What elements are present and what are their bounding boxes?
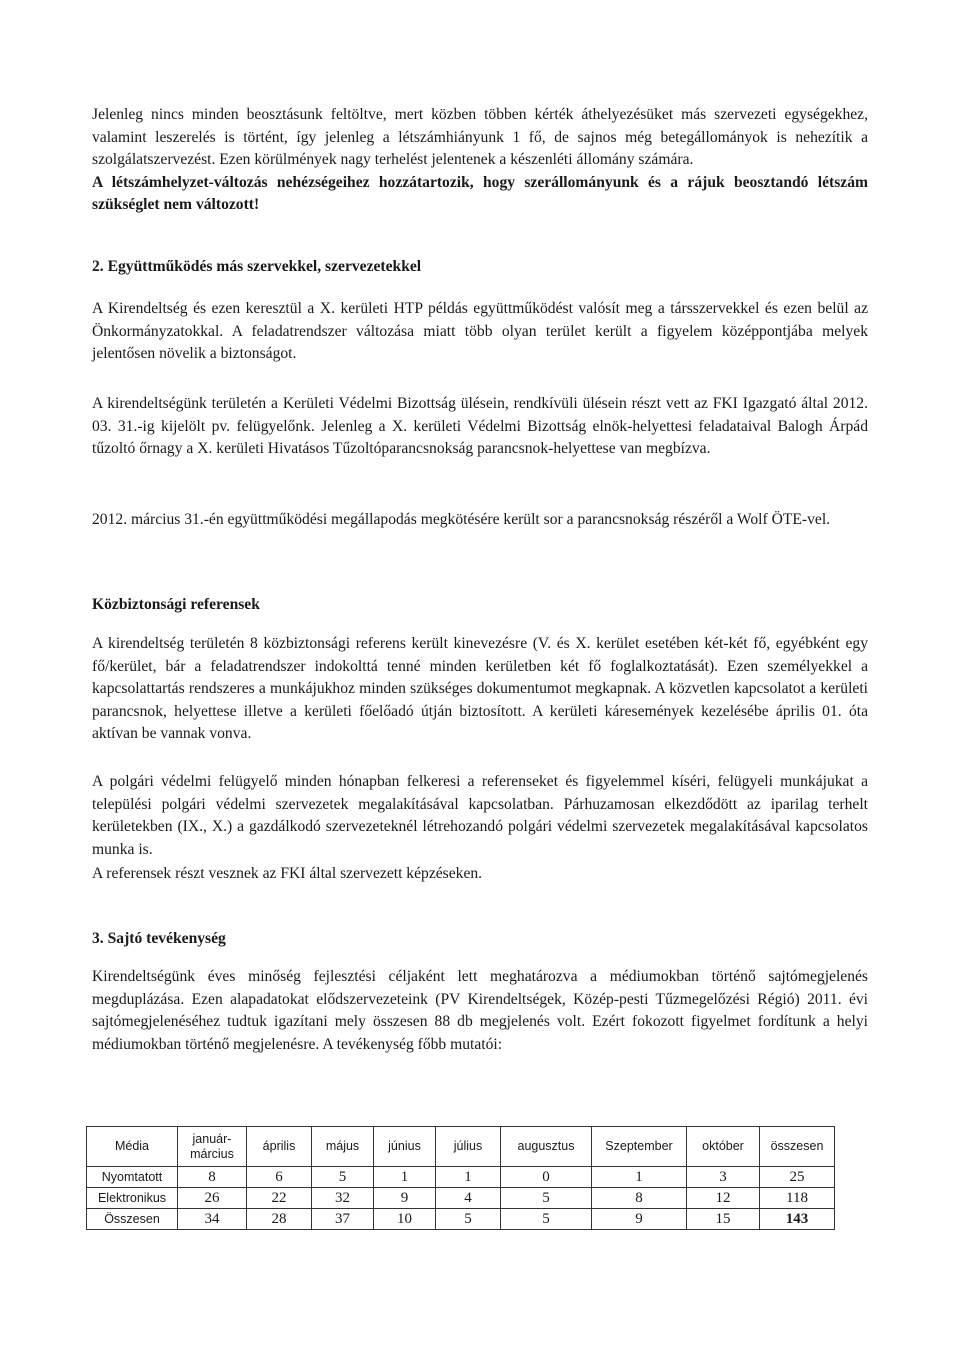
col-header-aug: augusztus <box>501 1127 592 1167</box>
table-cell: 26 <box>178 1188 247 1209</box>
table-row <box>87 1209 835 1230</box>
media-table <box>86 1126 835 1230</box>
referens-paragraph-2: A polgári védelmi felügyelő minden hónapban felkeresi a referenseket és figyelemmel kíséri, felügyeli munkájukat a települési polgári védelmi szervezetek megalakításával kapcsolatban. Párhuzamosan elkezdődött az iparilag terhelt kerületekben (IX., X.) a gazdálkodó szervezeteknél létrehozandó polgári védelmi szervezetek megalakításával kapcsolatos munka is. <box>92 773 868 858</box>
table-cell: 34 <box>178 1209 247 1230</box>
cooperation-paragraph-2: A kirendeltségünk területén a Kerületi Védelmi Bizottság ülésein, rendkívüli ülésein részt vett az FKI Igazgató által 2012. 03. 31.-ig kijelölt pv. felügyelőnk. Jelenleg a X. kerületi Védelmi Bizottság elnök-helyettesi feladataival Balogh Árpád tűzoltó őrnagy a X. kerületi Hivatásos Tűzoltóparancsnokság parancsnok-helyettese van megbízva. <box>92 395 868 458</box>
table-cell: 1 <box>592 1167 687 1188</box>
table-cell: 25 <box>760 1167 835 1188</box>
table-row <box>87 1167 835 1188</box>
table-cell: 5 <box>436 1209 501 1230</box>
table-cell: 9 <box>592 1209 687 1230</box>
media-table-wrap <box>86 1126 835 1230</box>
table-cell: 5 <box>501 1188 592 1209</box>
grand-total-cell: 143 <box>760 1209 835 1230</box>
table-cell: 12 <box>687 1188 760 1209</box>
col-header-jul: július <box>436 1127 501 1167</box>
table-row <box>87 1188 835 1209</box>
row-label: Elektronikus <box>87 1188 178 1209</box>
row-label: Nyomtatott <box>87 1167 178 1188</box>
col-header-may: május <box>312 1127 374 1167</box>
table-cell: 1 <box>374 1167 436 1188</box>
cooperation-paragraph-3: 2012. március 31.-én együttműködési megállapodás megkötésére került sor a parancsnokság részéről a Wolf ÖTE-vel. <box>92 511 831 528</box>
table-cell: 10 <box>374 1209 436 1230</box>
staffing-paragraph <box>92 104 868 217</box>
col-header-jan-mar: január-március <box>178 1127 247 1167</box>
col-header-media: Média <box>87 1127 178 1167</box>
table-cell: 1 <box>436 1167 501 1188</box>
section-2-heading: 2. Együttműködés más szervekkel, szervezetekkel <box>92 258 422 275</box>
section-3-heading: 3. Sajtó tevékenység <box>92 930 226 947</box>
referens-paragraph-1: A kirendeltség területén 8 közbiztonsági referens került kinevezésre (V. és X. kerület esetében két-két fő, egyébként egy fő/kerület, bár a feladatrendszer indokolttá tenné minden kerületben két fő foglalkoztatását). Ezen személyekkel a kapcsolattartás rendszeres a munkájukhoz minden szükséges dokumentumot megkapnak. A közvetlen kapcsolatot a kerületi parancsnok, helyettese illetve a kerületi főelőadó útján biztosított. A kerületi káresemények kezelésébe április 01. óta aktívan be vannak vonva. <box>92 635 868 743</box>
table-cell: 3 <box>687 1167 760 1188</box>
table-cell: 0 <box>501 1167 592 1188</box>
staffing-bold-note: A létszámhelyzet-változás nehézségeihez hozzátartozik, hogy szerállományunk és a rájuk beosztandó létszám szükséglet nem változott! <box>92 173 868 214</box>
table-cell: 8 <box>178 1167 247 1188</box>
table-cell: 5 <box>312 1167 374 1188</box>
referens-paragraph-3: A referensek részt vesznek az FKI által szervezett képzéseken. <box>92 865 483 882</box>
staffing-text: Jelenleg nincs minden beosztásunk feltöltve, mert közben többen kérték áthelyezésüket más szervezeti egységekhez, valamint leszerelés is történt, így jelenleg a létszámhiányunk 1 fő, de sajnos még betegállományok is nehezítik a szolgálatszervezést. Ezen körülmények nagy terhelést jelentenek a készenléti állomány számára. <box>92 106 868 169</box>
col-header-apr: április <box>247 1127 312 1167</box>
table-header-row <box>87 1127 835 1167</box>
col-header-oct: október <box>687 1127 760 1167</box>
table-cell: 6 <box>247 1167 312 1188</box>
table-cell: 28 <box>247 1209 312 1230</box>
table-cell: 118 <box>760 1188 835 1209</box>
public-safety-heading: Közbiztonsági referensek <box>92 596 260 613</box>
table-cell: 9 <box>374 1188 436 1209</box>
table-cell: 8 <box>592 1188 687 1209</box>
col-header-sep: Szeptember <box>592 1127 687 1167</box>
col-header-total: összesen <box>760 1127 835 1167</box>
row-label: Összesen <box>87 1209 178 1230</box>
press-paragraph: Kirendeltségünk éves minőség fejlesztési céljaként lett meghatározva a médiumokban történő sajtómegjelenés megduplázása. Ezen alapadatokat elődszervezeteink (PV Kirendeltségek, Közép-pesti Tűzmegelőzési Régió) 2011. évi sajtómegjelenéséhez tudtuk igazítani mely összesen 88 db megjelenés volt. Ezért fokozott figyelmet fordítunk a helyi médiumokban történő megjelenésre. A tevékenység főbb mutatói: <box>92 968 868 1053</box>
table-cell: 37 <box>312 1209 374 1230</box>
table-cell: 22 <box>247 1188 312 1209</box>
col-header-jun: június <box>374 1127 436 1167</box>
cooperation-paragraph-1: A Kirendeltség és ezen keresztül a X. kerületi HTP példás együttműködést valósít meg a társszervekkel és ezen belül az Önkormányzatokkal. A feladatrendszer változása miatt több olyan terület került a figyelem középpontjába melyek jelentősen növelik a biztonságot. <box>92 300 868 363</box>
table-cell: 15 <box>687 1209 760 1230</box>
table-cell: 4 <box>436 1188 501 1209</box>
table-cell: 32 <box>312 1188 374 1209</box>
table-cell: 5 <box>501 1209 592 1230</box>
